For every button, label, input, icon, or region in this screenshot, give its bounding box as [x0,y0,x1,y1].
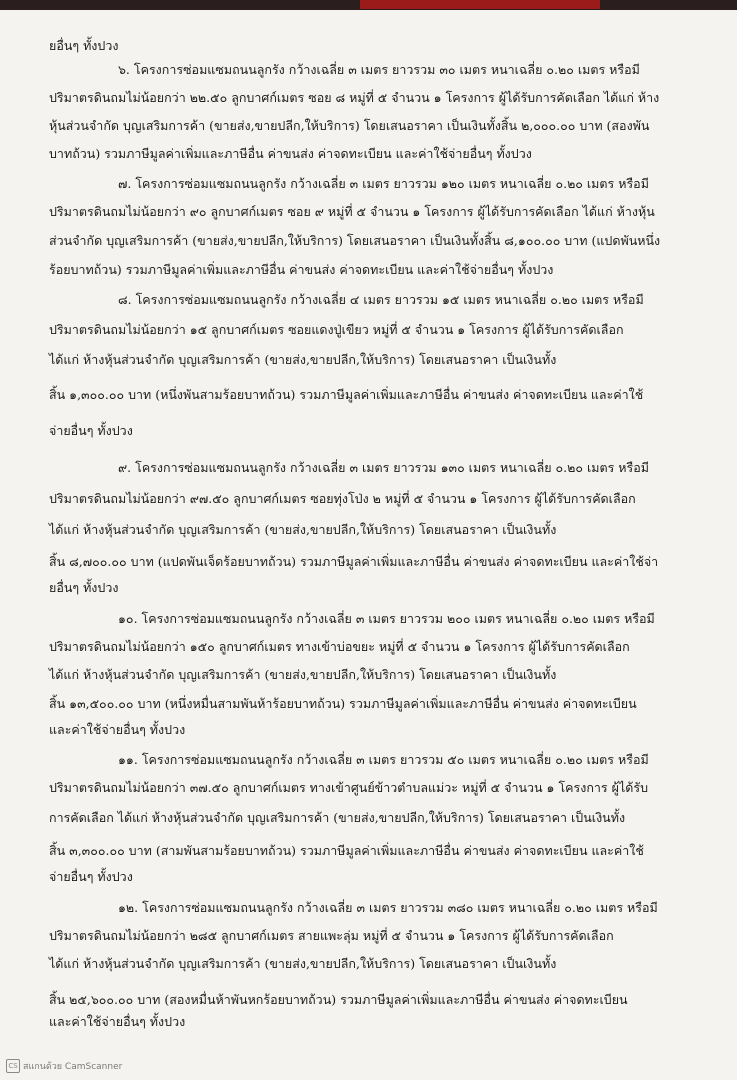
item-10-line-2: ปริมาตรดินถมไม่น้อยกว่า ๑๕๐ ลูกบาศก์เมตร ทางเข้าบ่อขยะ หมู่ที่ ๕ จำนวน ๑ โครงการ ผู้ได้รับการคัดเลือก [49,639,630,654]
top-border-red [360,0,600,9]
item-8-line-2: ปริมาตรดินถมไม่น้อยกว่า ๑๕ ลูกบาศก์เมตร ซอยแดงปู่เขียว หมู่ที่ ๕ จำนวน ๑ โครงการ ผู้ได้รับการคัดเลือก [49,322,624,337]
continuation-line: ยอื่นๆ ทั้งปวง [49,38,119,53]
item-6-line-2: ปริมาตรดินถมไม่น้อยกว่า ๒๒.๕๐ ลูกบาศก์เมตร ซอย ๘ หมู่ที่ ๕ จำนวน ๑ โครงการ ผู้ได้รับการคัดเลือก ได้แก่ ห้าง [49,90,660,105]
item-12-line-4: สิ้น ๒๕,๖๐๐.๐๐ บาท (สองหมื่นห้าพันหกร้อยบาทถ้วน) รวมภาษีมูลค่าเพิ่มและภาษีอื่น ค่าขนส่ง ค่าจดทะเบียน [49,992,628,1007]
item-8-line-4: สิ้น ๑,๓๐๐.๐๐ บาท (หนึ่งพันสามร้อยบาทถ้วน) รวมภาษีมูลค่าเพิ่มและภาษีอื่น ค่าขนส่ง ค่าจดทะเบียน และค่าใช้ [49,387,644,402]
item-12-line-5: และค่าใช้จ่ายอื่นๆ ทั้งปวง [49,1014,186,1029]
item-11-line-3: การคัดเลือก ได้แก่ ห้างหุ้นส่วนจำกัด บุญเสริมการค้า (ขายส่ง,ขายปลีก,ให้บริการ) โดยเสนอราคา เป็นเงินทั้ง [49,810,626,825]
camscanner-text: สแกนด้วย CamScanner [23,1062,123,1072]
item-9-line-4: สิ้น ๘,๗๐๐.๐๐ บาท (แปดพันเจ็ดร้อยบาทถ้วน) รวมภาษีมูลค่าเพิ่มและภาษีอื่น ค่าขนส่ง ค่าจดทะเบียน และค่าใช้จ่า [49,554,659,569]
item-11-line-5: จ่ายอื่นๆ ทั้งปวง [49,869,133,884]
document-page [0,10,737,1080]
item-11-line-2: ปริมาตรดินถมไม่น้อยกว่า ๓๗.๕๐ ลูกบาศก์เมตร ทางเข้าศูนย์ข้าวตำบลแม่วะ หมู่ที่ ๕ จำนวน ๑ โครงการ ผู้ได้รับ [49,780,648,795]
item-12-line-1: ๑๒. โครงการซ่อมแซมถนนลูกรัง กว้างเฉลี่ย ๓ เมตร ยาวรวม ๓๘๐ เมตร หนาเฉลี่ย ๐.๒๐ เมตร หรือมี [118,900,658,915]
item-6-line-4: บาทถ้วน) รวมภาษีมูลค่าเพิ่มและภาษีอื่น ค่าขนส่ง ค่าจดทะเบียน และค่าใช้จ่ายอื่นๆ ทั้งปวง [49,146,532,161]
item-9-line-1: ๙. โครงการซ่อมแซมถนนลูกรัง กว้างเฉลี่ย ๓ เมตร ยาวรวม ๑๓๐ เมตร หนาเฉลี่ย ๐.๒๐ เมตร หรือมี [118,460,649,475]
camscanner-watermark [6,1058,122,1074]
item-10-line-3: ได้แก่ ห้างหุ้นส่วนจำกัด บุญเสริมการค้า (ขายส่ง,ขายปลีก,ให้บริการ) โดยเสนอราคา เป็นเงินทั้ง [49,667,557,682]
item-8-line-5: จ่ายอื่นๆ ทั้งปวง [49,423,133,438]
camscanner-icon: CS [6,1059,20,1073]
item-7-line-4: ร้อยบาทถ้วน) รวมภาษีมูลค่าเพิ่มและภาษีอื่น ค่าขนส่ง ค่าจดทะเบียน และค่าใช้จ่ายอื่นๆ ทั้งปวง [49,262,554,277]
item-7-line-1: ๗. โครงการซ่อมแซมถนนลูกรัง กว้างเฉลี่ย ๓ เมตร ยาวรวม ๑๒๐ เมตร หนาเฉลี่ย ๐.๒๐ เมตร หรือมี [118,176,649,191]
item-9-line-3: ได้แก่ ห้างหุ้นส่วนจำกัด บุญเสริมการค้า (ขายส่ง,ขายปลีก,ให้บริการ) โดยเสนอราคา เป็นเงินทั้ง [49,522,557,537]
item-11-line-1: ๑๑. โครงการซ่อมแซมถนนลูกรัง กว้างเฉลี่ย ๓ เมตร ยาวรวม ๕๐ เมตร หนาเฉลี่ย ๐.๒๐ เมตร หรือมี [118,752,649,767]
item-10-line-5: และค่าใช้จ่ายอื่นๆ ทั้งปวง [49,722,186,737]
item-7-line-2: ปริมาตรดินถมไม่น้อยกว่า ๙๐ ลูกบาศก์เมตร ซอย ๙ หมู่ที่ ๕ จำนวน ๑ โครงการ ผู้ได้รับการคัดเลือก ได้แก่ ห้างหุ้น [49,204,655,219]
item-9-line-2: ปริมาตรดินถมไม่น้อยกว่า ๙๗.๕๐ ลูกบาศก์เมตร ซอยทุ่งโป่ง ๒ หมู่ที่ ๕ จำนวน ๑ โครงการ ผู้ได้รับการคัดเลือก [49,491,636,506]
item-6-line-3: หุ้นส่วนจำกัด บุญเสริมการค้า (ขายส่ง,ขายปลีก,ให้บริการ) โดยเสนอราคา เป็นเงินทั้งสิ้น ๒,๐๐๐.๐๐ บาท (สองพัน [49,118,650,133]
item-10-line-1: ๑๐. โครงการซ่อมแซมถนนลูกรัง กว้างเฉลี่ย ๓ เมตร ยาวรวม ๒๐๐ เมตร หนาเฉลี่ย ๐.๒๐ เมตร หรือมี [118,611,655,626]
item-7-line-3: ส่วนจำกัด บุญเสริมการค้า (ขายส่ง,ขายปลีก,ให้บริการ) โดยเสนอราคา เป็นเงินทั้งสิ้น ๘,๑๐๐.๐๐ บาท (แปดพันหนึ่ง [49,233,661,248]
item-12-line-3: ได้แก่ ห้างหุ้นส่วนจำกัด บุญเสริมการค้า (ขายส่ง,ขายปลีก,ให้บริการ) โดยเสนอราคา เป็นเงินทั้ง [49,956,557,971]
item-9-line-5: ยอื่นๆ ทั้งปวง [49,580,119,595]
item-12-line-2: ปริมาตรดินถมไม่น้อยกว่า ๒๘๕ ลูกบาศก์เมตร สายแพะลุ่ม หมู่ที่ ๕ จำนวน ๑ โครงการ ผู้ได้รับการคัดเลือก [49,928,614,943]
item-10-line-4: สิ้น ๑๓,๕๐๐.๐๐ บาท (หนึ่งหมื่นสามพันห้าร้อยบาทถ้วน) รวมภาษีมูลค่าเพิ่มและภาษีอื่น ค่าขนส่ง ค่าจดทะเบียน [49,696,637,711]
item-8-line-1: ๘. โครงการซ่อมแซมถนนลูกรัง กว้างเฉลี่ย ๔ เมตร ยาวรวม ๑๕ เมตร หนาเฉลี่ย ๐.๒๐ เมตร หรือมี [118,292,644,307]
item-6-line-1: ๖. โครงการซ่อมแซมถนนลูกรัง กว้างเฉลี่ย ๓ เมตร ยาวรวม ๓๐ เมตร หนาเฉลี่ย ๐.๒๐ เมตร หรือมี [118,62,640,77]
item-8-line-3: ได้แก่ ห้างหุ้นส่วนจำกัด บุญเสริมการค้า (ขายส่ง,ขายปลีก,ให้บริการ) โดยเสนอราคา เป็นเงินทั้ง [49,352,557,367]
item-11-line-4: สิ้น ๓,๓๐๐.๐๐ บาท (สามพันสามร้อยบาทถ้วน) รวมภาษีมูลค่าเพิ่มและภาษีอื่น ค่าขนส่ง ค่าจดทะเบียน และค่าใช้ [49,843,644,858]
